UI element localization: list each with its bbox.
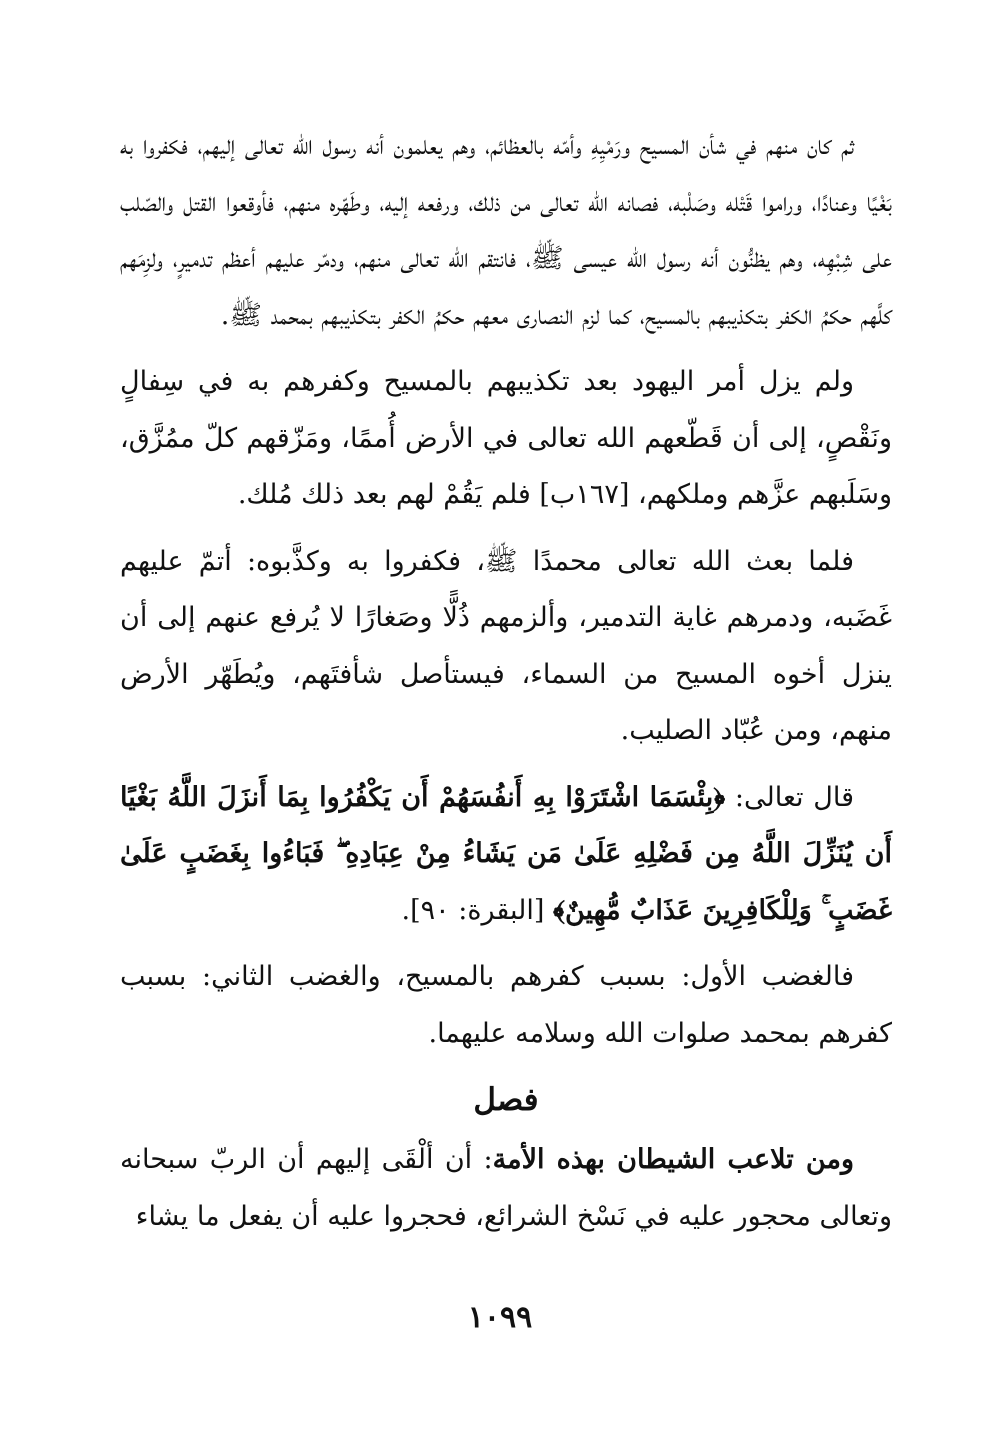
last-text: : أن ألْقَى إليهم أن الربّ سبحانه وتعالى محجور عليه في نَسْخ الشرائع، فحجروا عليه أن يفعل ما يشاء	[120, 1144, 892, 1232]
paragraph-3: فلما بعث الله تعالى محمدًا ﷺ، فكفروا به وكذَّبوه: أتمّ عليهم غَضَبه، ودمرهم غاية التدمير، وألزمهم ذُلًّا وصَغارًا لا يُرفع عنهم إلى أن ينزل أخوه المسيح من السماء، فيستأصل شأفتَهم، ويُطَهّر الأرض منهم، ومن عُبّاد الصليب.	[120, 545, 892, 746]
quran-reference: [البقرة: ٩٠].	[401, 894, 554, 926]
page-number: ١٠٩٩	[467, 1300, 533, 1335]
paragraph-2: ولم يزل أمر اليهود بعد تكذيبهم بالمسيح وكفرهم به في سِفالٍ ونَقْصٍ، إلى أن قَطّعهم الله تعالى في الأرض أُممًا، ومَزّقهم كلّ ممُزَّق، وسَلَبهم عزَّهم وملكهم، [١٦٧ب] فلم يَقُمْ لهم بعد ذلك مُلك.	[120, 366, 892, 510]
paragraph-after-quran: فالغضب الأول: بسبب كفرهم بالمسيح، والغضب الثاني: بسبب كفرهم بمحمد صلوات الله وسلامه عليهما.	[120, 961, 892, 1049]
bold-lead: ومن تلاعب الشيطان بهذه الأمة	[492, 1144, 854, 1175]
paragraph-last	[120, 1132, 892, 1245]
paragraph-1: ثم كان منهم في شأن المسيح ورَمْيِهِ وأمّه بالعظائم، وهم يعلمون أنه رسول الله تعالى إليهم، فكفروا به بَغْيًا وعنادًا، وراموا قَتْله وصَلْبه، فصانه الله تعالى من ذلك، ورفعه إليه، وطَهّره منهم، فأوقعوا القتل والصّلب على شِبْهِه، وهم يظنُّون أنه رسول الله عيسى ﷺ، فانتقم الله تعالى منهم، ودمّر عليهم أعظم تدميرٍ، ولزِمَهم كلَّهم حكمُ الكفر بتكذيبهم بالمسيح، كما لزم النصارى معهم حكمُ الكفر بتكذيبهم بمحمد ﷺ.	[120, 130, 892, 331]
quran-intro: قال تعالى:	[725, 781, 855, 813]
quran-verse: ﴿بِئْسَمَا اشْتَرَوْا بِهِ أَنفُسَهُمْ أَن يَكْفُرُوا بِمَا أَنزَلَ اللَّهُ بَغْيًا أَن يُنَزِّلَ اللَّهُ مِن فَضْلِهِ عَلَىٰ مَن يَشَاءُ مِنْ عِبَادِهِ ۖ فَبَاءُوا بِغَضَبٍ عَلَىٰ غَضَبٍ ۚ وَلِلْكَافِرِينَ عَذَابٌ مُّهِينٌ﴾	[120, 781, 892, 926]
quran-paragraph	[120, 770, 892, 940]
section-heading: فصل	[473, 1082, 539, 1118]
